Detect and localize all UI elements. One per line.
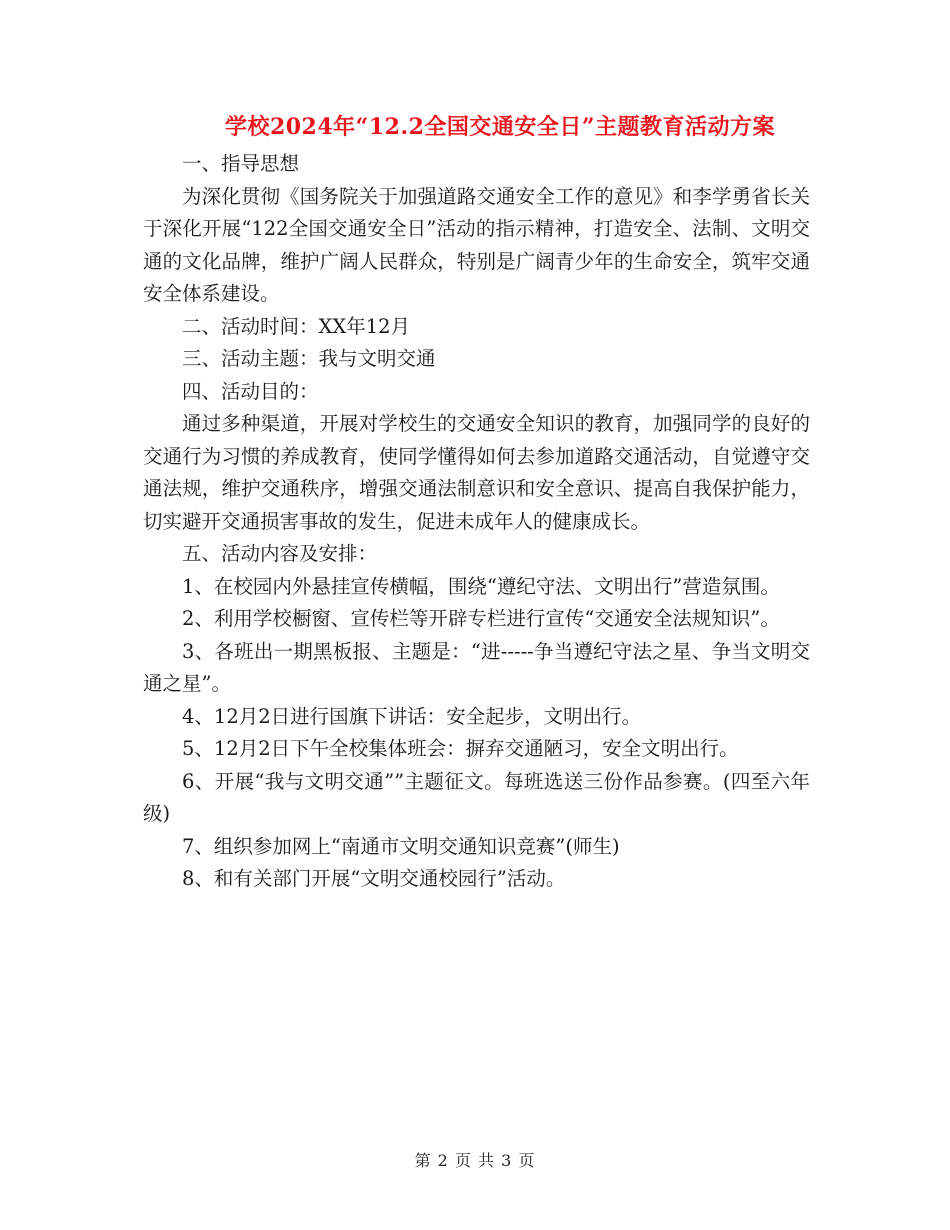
list-item: 3、各班出一期黑板报、主题是：“进-----争当遵纪守法之星、争当文明交通之星”。	[143, 639, 810, 695]
heading-activity-purpose: 四、活动目的：	[182, 379, 319, 403]
document-body	[143, 148, 810, 896]
list-item: 4、12月2日进行国旗下讲话：安全起步，文明出行。	[182, 704, 642, 728]
heading-activity-content: 五、活动内容及安排：	[182, 542, 378, 565]
heading-activity-time: 二、活动时间：XX年12月	[182, 314, 411, 338]
list-item: 8、和有关部门开展“文明交通校园行”活动。	[182, 867, 566, 890]
heading-guiding-ideology: 一、指导思想	[182, 152, 300, 175]
list-item: 7、组织参加网上“南通市文明交通知识竞赛”(师生)	[182, 834, 620, 858]
document-title: 学校2024年“12.2全国交通安全日”主题教育活动方案	[224, 114, 776, 140]
paragraph-guiding-ideology: 为深化贯彻《国务院关于加强道路交通安全工作的意见》和李学勇省长关于深化开展“122全国交通安全日”活动的指示精神，打造安全、法制、文明交通的文化品牌，维护广阔人民群众，特别是广阔青少年的生命安全，筑牢交通安全体系建设。	[143, 184, 810, 305]
heading-activity-theme: 三、活动主题：我与文明交通	[182, 347, 436, 370]
paragraph-activity-purpose: 通过多种渠道，开展对学校生的交通安全知识的教育，加强同学的良好的交通行为习惯的养成教育，使同学懂得如何去参加道路交通活动，自觉遵守交通法规，维护交通秩序，增强交通法制意识和安全意识、提高自我保护能力，切实避开交通损害事故的发生，促进未成年人的健康成长。	[143, 412, 810, 533]
list-item: 2、利用学校橱窗、宣传栏等开辟专栏进行宣传“交通安全法规知识”。	[182, 607, 780, 630]
list-item: 5、12月2日下午全校集体班会：摒弃交通陋习，安全文明出行。	[182, 737, 739, 760]
list-item: 6、开展“我与文明交通””主题征文。每班选送三份作品参赛。(四至六年级)	[143, 769, 810, 825]
list-item: 1、在校园内外悬挂宣传横幅，围绕“遵纪守法、文明出行”营造氛围。	[182, 574, 780, 598]
page-number: 第 2 页 共 3 页	[414, 1151, 536, 1170]
